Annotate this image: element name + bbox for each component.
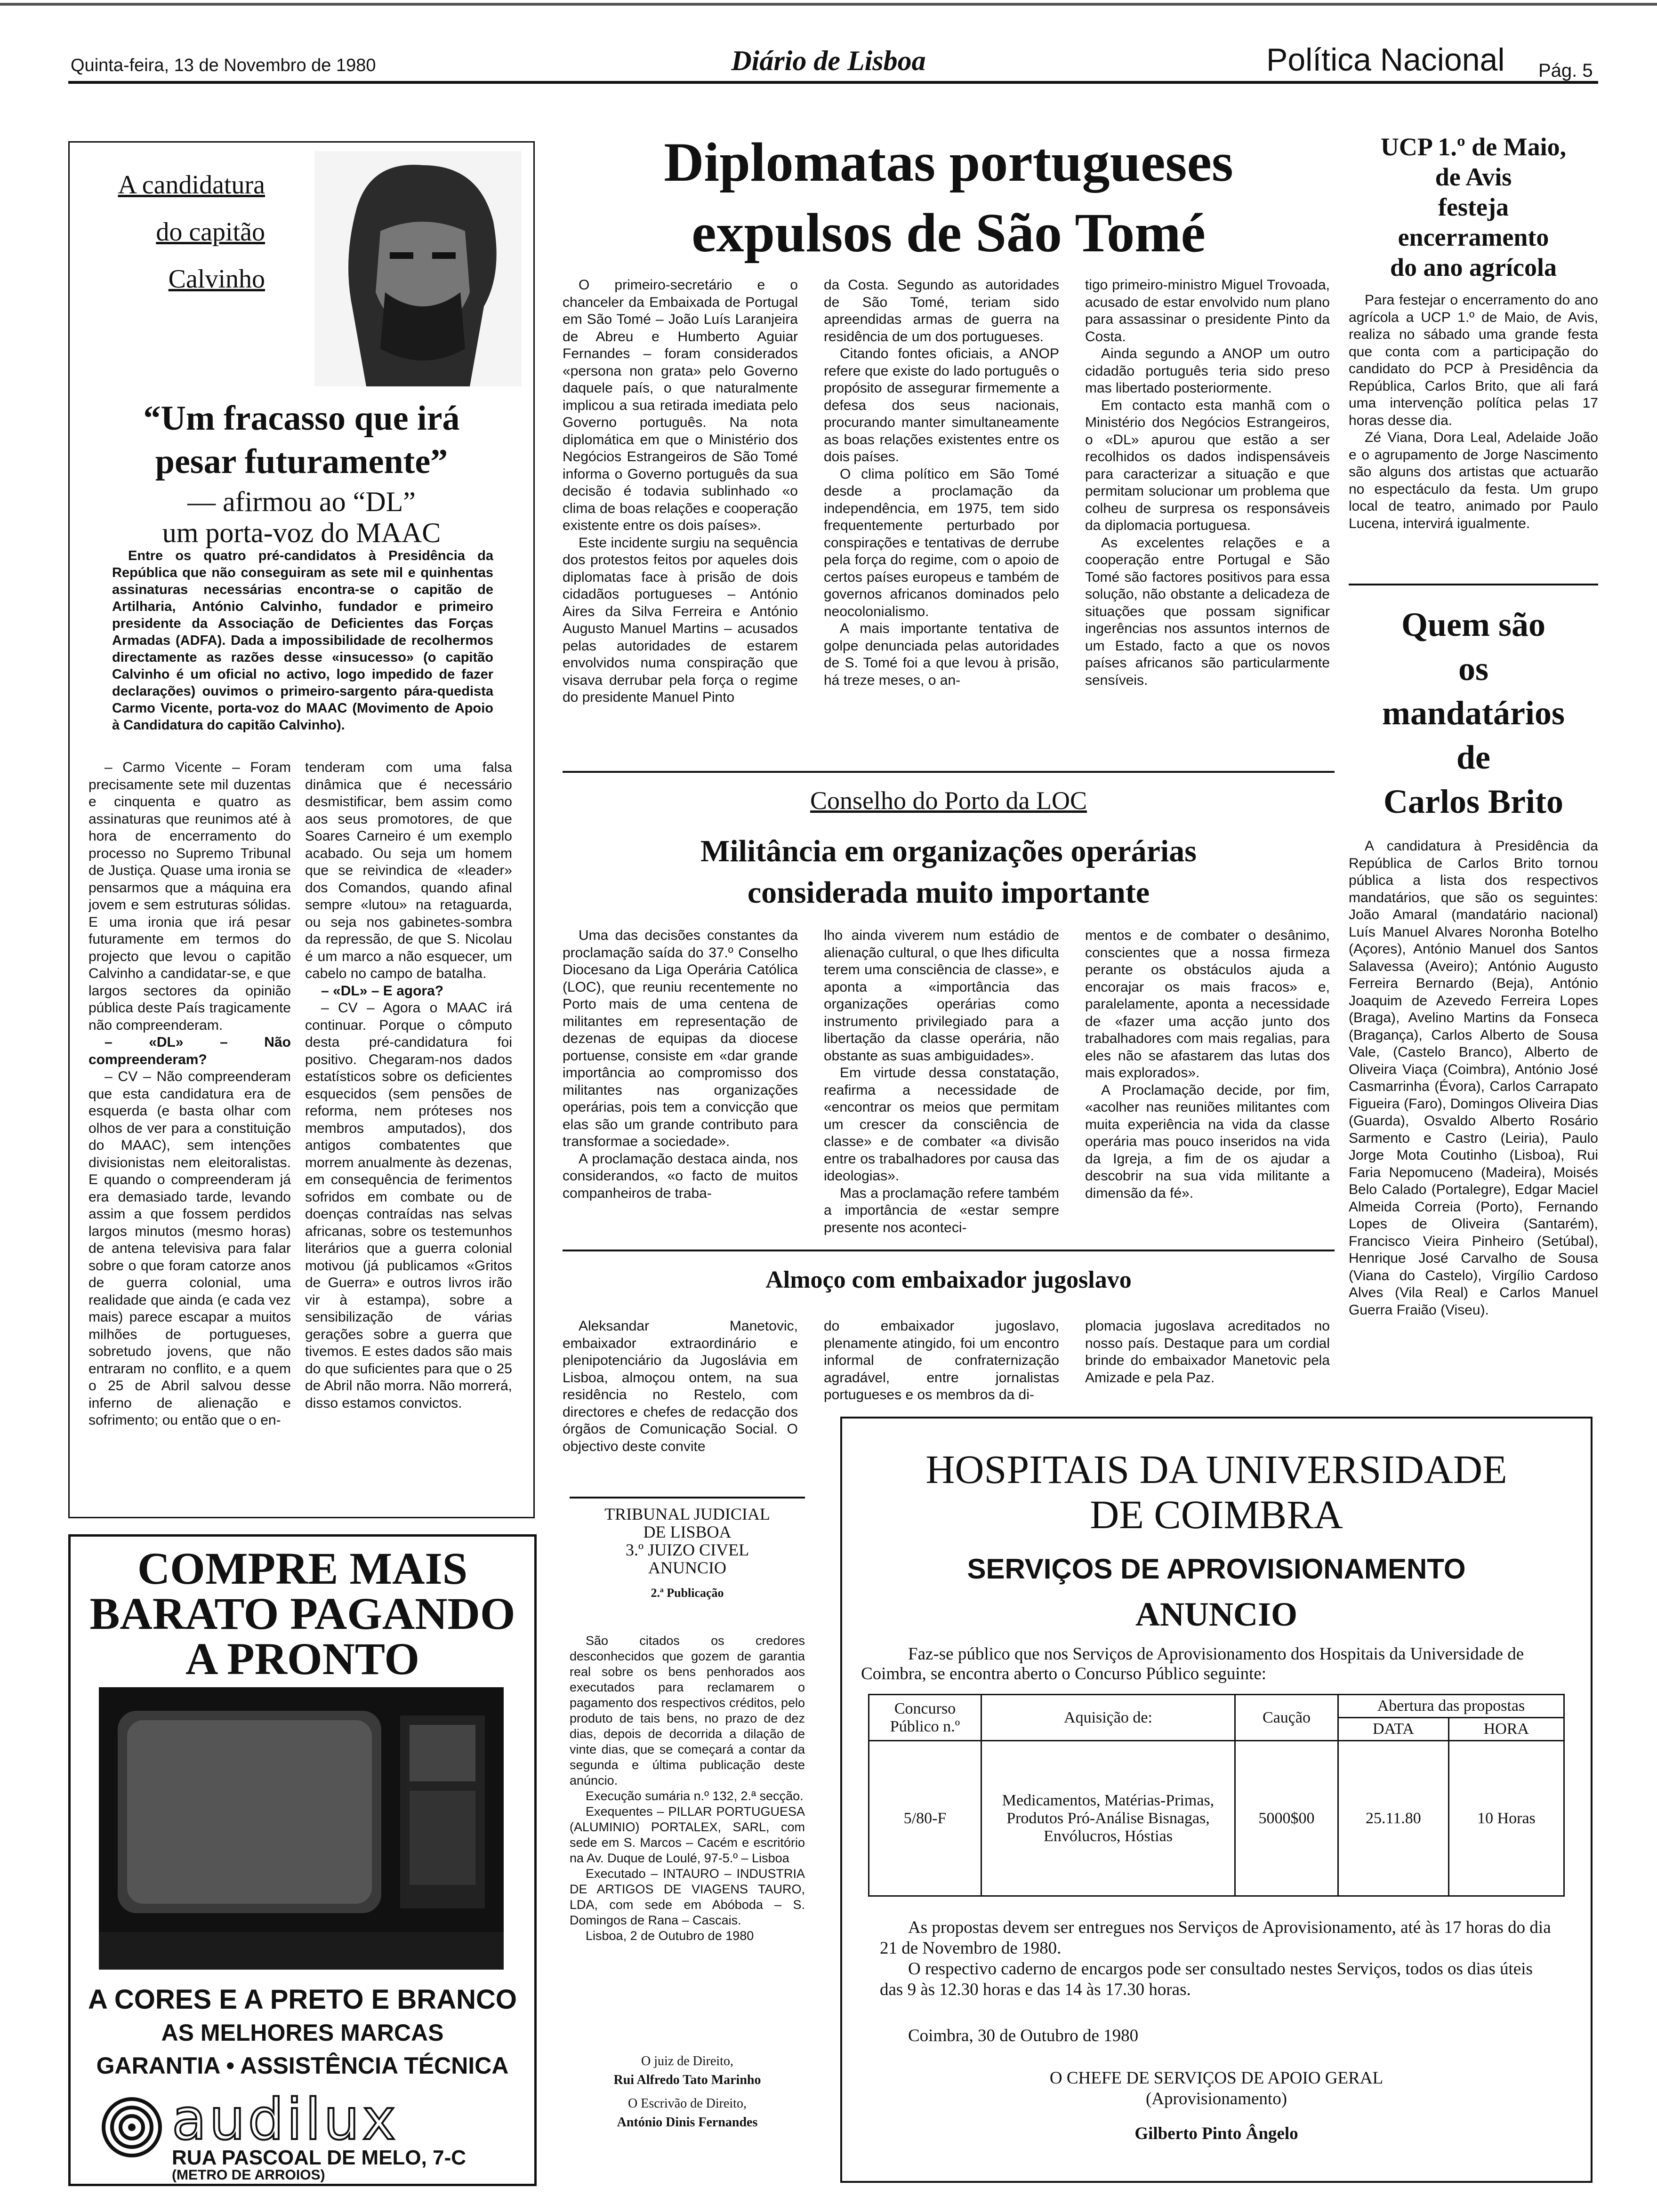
header-data: DATA: [1338, 1718, 1449, 1741]
divider-loc-almoco: [563, 1250, 1335, 1251]
tribunal-signatures: O juiz de Direito, Rui Alfredo Tato Marinho O Escrivão de Direito, António Dinis Fernandes: [613, 2054, 761, 2130]
calvinho-column-1: – Carmo Vicente – Foram precisamente sete mil duzentas e cinquenta e quatro as assinaturas que reunimos até à hora de encerramento do processo no Supremo Tribunal de Justiça. Quase uma ironia se pensarmos que a máquina era jovem e sem estruturas sólidas. E uma ironia que irá pesar futuramente em termos do projecto que levou o capitão Calvinho a candidatar-se, e que largos sectores da opinião pública deste País tragicamente não compreenderam. – «DL» – Não compreenderam? – CV – Não compreenderam que esta candidatura era de esquerda (e basta olhar com olhos de ver para a constituição do MAAC), sem intenções divisionistas nem eleitoralistas. E quando o compreenderam já era demasiado tarde, levando assim a que fossem perdidos largos minutos (mesmo horas) de antena televisiva para falar sobre o que foram catorze anos de guerra colonial, uma realidade que ainda (e cada vez mais) parece escapar a muitos milhões de portugueses, sobretudo jovens, que não entraram no conflito, e a quem o 25 de Abril salvou desse inferno de alienação e sofrimento; ou então que o en-: [88, 760, 291, 1428]
mandatarios-headline: Quem são os mandatários de Carlos Brito: [1382, 606, 1565, 820]
mandatarios-body: A candidatura à Presidência da República de Carlos Brito tornou pública a lista dos respectivos mandatários, que são os seguintes: João Amaral (mandatário nacional) Luís Manuel Alvares Noronha Botelho (Açores), António Manuel dos Santos Salavessa (Aveiro); António Augusto Ferreira Bernardo (Beja), António Joaquim de Azevedo Ferreira Lopes (Braga), Avelino Martins da Fonseca (Bragança), Carlos Alberto de Sousa Vale, (Castelo Branco), Alberto de Oliveira Viaça (Coimbra), António José Casmarrinha (Évora), Carlos Carrapato Figueira (Faro), Domingos Oliveira Dias (Guarda), Osvaldo Alberto Rosário Sarmento e Castro (Leiria), Paulo Jorge Mota Coutinho (Lisboa), Rui Faria Nepomuceno (Madeira), Moisés Belo Calado (Portalegre), Edgar Maciel Almeida Correia (Porto), Fernando Lopes de Oliveira (Santarém), Francisco Vieira Pinheiro (Setúbal), Henrique José Carvalho de Sousa (Viana do Castelo), Virgílio Cardoso Alves (Vila Real) e Carlos Manuel Guerra Fraião (Viseu).: [1349, 838, 1598, 1318]
hospitais-chefe: O CHEFE DE SERVIÇOS DE APOIO GERAL (Aprovisionamento) Gilberto Pinto Ângelo: [1049, 2068, 1384, 2143]
calvinho-article: [68, 141, 535, 1518]
ucp-body: Para festejar o encerramento do ano agrícola a UCP 1.º de Maio, de Avis, realiza no sábado uma grande festa que conta com a participação do candidato do PCP à Presidência da República, Carlos Brito, que ali fará uma intervenção política pelas 17 horas desse dia. Zé Viana, Dora Leal, Adelaide João e o agrupamento de Jorge Nascimento são alguns dos artistas que actuarão no espectáculo da festa. Um grupo local de teatro, animado por Paulo Lucena, intervirá igualmente.: [1349, 292, 1598, 531]
tribunal-top-rule: [570, 1497, 805, 1499]
audilux-line-3: GARANTIA • ASSISTÊNCIA TÉCNICA: [96, 2052, 509, 2079]
divider-diplomatas-loc: [563, 771, 1335, 773]
hospitais-notice: [840, 1417, 1593, 2183]
calvinho-subheadline: — afirmou ao “DL” um porta-voz do MAAC: [162, 486, 441, 548]
almoco-column-1: Aleksandar Manetovic, embaixador extraordinário e plenipotenciário da Jugoslávia em Lisboa, almoçou ontem, na sua residência no Restelo, com directores e chefes de redacção dos órgãos de Comunicação Social. O objectivo deste convite: [563, 1318, 798, 1454]
hospitais-title: HOSPITAIS DA UNIVERSIDADE DE COIMBRA: [925, 1447, 1507, 1537]
tribunal-notice: [570, 1497, 805, 2174]
page-number: Pág. 5: [1538, 60, 1593, 81]
header-rule: [68, 81, 1598, 84]
diplomatas-article: [563, 127, 1335, 767]
almoco-column-3: plomacia jugoslava acreditados no nosso país. Destaque para um cordial brinde do embaixador Manetovic pela Amizade e pela Paz.: [1085, 1318, 1330, 1386]
diplomatas-column-2: da Costa. Segundo as autoridades de São Tomé, teriam sido apreendidas armas de guerra na residência de um dos portugueses. Citando fontes oficiais, a ANOP refere que existe do lado português o propósito de assegurar firmemente a defesa dos seus nacionais, procurando manter simultaneamente as boas relações existentes entre os dois países. O clima político em São Tomé desde a proclamação da independência, em 1975, tem sido frequentemente perturbado por conspirações e tentativas de derrube pela força do regime, com o apoio de certos países europeus e também de governos africanos dominados pelo neocolonialismo. A mais importante tentativa de golpe denunciada pelas autoridades de S. Tomé foi a que levou à prisão, há treze meses, o an-: [824, 277, 1059, 688]
diplomatas-column-3: tigo primeiro-ministro Miguel Trovoada, acusado de estar envolvido num plano para assassinar o presidente Pinto da Costa. Ainda segundo a ANOP um outro cidadão português teria sido preso mas libertado posteriormente. Em contacto esta manhã com o Ministério dos Negócios Estrangeiros, o «DL» apurou que estão a ser recolhidos os dados indispensáveis para caracterizar a situação e que permitam solucionar um problema que colheu de surpresa os responsáveis da diplomacia portuguesa. As excelentes relações e a cooperação entre Portugal e São Tomé são factores positivos para essa solução, não obstante a delicadeza de situações que possam significar ingerências nos assuntos internos de um Estado, facto a que os novos países africanos são particularmente sensíveis.: [1085, 277, 1330, 688]
audilux-logo-icon: [99, 2097, 165, 2158]
hospitais-date: Coimbra, 30 de Outubro de 1980: [908, 2026, 1139, 2045]
cell-concurso: 5/80-F: [869, 1741, 981, 1896]
divider-ucp-mandatarios: [1349, 584, 1598, 585]
ucp-article: [1349, 132, 1598, 574]
header-aquisicao: Aquisição de:: [981, 1695, 1235, 1741]
cell-hora: 10 Horas: [1448, 1741, 1564, 1896]
cell-data: 25.11.80: [1338, 1741, 1449, 1896]
television-image: [99, 1687, 504, 1970]
calvinho-lead: Entre os quatro pré-candidatos à Presidência da República que não conseguiram as sete mil e quinhentas assinaturas necessárias encontra-se o capitão de Artilharia, António Calvinho, fundador e primeiro presidente da Associação de Deficientes das Forças Armadas (ADFA). Dada a impossibilidade de recolhermos directamente as razões desse «insucesso» (o capitão Calvinho é um oficial no activo, logo impedido de fazer declarações) ouvimos o primeiro-sargento pára-quedista Carmo Vicente, porta-voz do MAAC (Movimento de Apoio à Candidatura do capitão Calvinho).: [112, 548, 493, 733]
tribunal-publicacao: 2.ª Publicação: [651, 1586, 724, 1600]
hospitais-subtitle: SERVIÇOS DE APROVISIONAMENTO: [967, 1553, 1466, 1585]
hospitais-intro: Faz-se público que nos Serviços de Aprovisionamento dos Hospitais da Universidade de Coimbra, se encontra aberto o Concurso Público seguinte:: [861, 1644, 1524, 1683]
cell-aquisicao: Medicamentos, Matérias-Primas, Produtos Pró-Análise Bisnagas, Envólucros, Hóstias: [981, 1741, 1235, 1896]
table-row: [869, 1741, 1564, 1896]
issue-date: Quinta-feira, 13 de Novembro de 1980: [71, 56, 376, 75]
tribunal-title: TRIBUNAL JUDICIAL DE LISBOA 3.º JUIZO CIVEL ANUNCIO: [604, 1505, 770, 1577]
mandatarios-article: [1349, 602, 1598, 1506]
tender-table: [868, 1694, 1565, 1897]
ucp-headline: UCP 1.º de Maio, de Avis festeja encerramento do ano agrícola: [1380, 133, 1567, 281]
page-header: [0, 0, 1657, 89]
audilux-brand: audilux: [172, 2087, 399, 2153]
loc-headline: Militância em organizações operárias considerada muito importante: [700, 834, 1197, 910]
loc-kicker: Conselho do Porto da LOC: [810, 786, 1087, 815]
calvinho-kicker: A candidatura do capitão Calvinho: [118, 170, 265, 294]
portrait-photo: [314, 151, 522, 386]
loc-column-1: Uma das decisões constantes da proclamação saída do 37.º Conselho Diocesano da Liga Operária Católica (LOC), que reuniu recentemente no Porto mais de uma centena de militantes em representação de dezenas de equipas da diocese portuense, consiste em «dar grande importância ao compromisso dos militantes nas organizações operárias, pois tem a convicção que elas são um grande contributo para transformae a sociedade». A proclamação destaca ainda, nos considerandos, «o facto de muitos companheiros de traba-: [563, 928, 798, 1201]
header-abertura: Abertura das propostas: [1338, 1695, 1564, 1718]
audilux-ad: [68, 1534, 537, 2186]
loc-column-2: lho ainda viverem num estádio de alienação cultural, o que lhes dificulta terem uma consciência de classe», e aponta a «importância das organizações operárias como instrumento privilegiado para a libertação da classe operária, não obstante as suas ambiguidades». Em virtude dessa constatação, reafirma a necessidade de «encontrar os meios que permitam um crescer da consciência de classe» e de combater «a divisão entre os trabalhadores por causa das ideologias». Mas a proclamação refere também a importância de «estar sempre presente nos aconteci-: [824, 928, 1059, 1235]
calvinho-column-2: tenderam com uma falsa dinâmica que é necessário desmistificar, bem assim como aos seus promotores, de que Soares Carneiro é um exemplo acabado. Ou seja um homem que se reivindica de «leader» dos Comandos, quando afinal sempre «lutou» na retaguarda, ou seja nos gabinetes-sombra da repressão, de que S. Nicolau é um marco a não esquecer, um cabelo no campo de batalha. – «DL» – E agora? – CV – Agora o MAAC irá continuar. Porque o cômputo desta pré-candidatura foi positivo. Chegaram-nos dados estatísticos sobre os deficientes esquecidos (sem pensões de reforma, nem próteses nos membros amputados), dos antigos combatentes que morrem anualmente às dezenas, em consequência de ferimentos sofridos em combate ou de doenças contraídas nas selvas africanas, sobre os testemunhos literários que a guerra colonial motivou (já publicamos «Gritos de Guerra» e outros livros irão vir à estampa), sobre a sensibilização de várias gerações sobre a guerra que tivemos. E estes dados são mais do que suficientes para que o 25 de Abril não morra. Não morrerá, disso estamos convictos.: [305, 760, 512, 1411]
masthead: Diário de Lisboa: [731, 45, 926, 76]
hospitais-body: As propostas devem ser entregues nos Serviços de Aprovisionamento, até às 17 horas do dia 21 de Novembro de 1980. O respectivo caderno de encargos pode ser consultado nestes Serviços, todos os dias úteis das 9 às 12.30 horas e das 14 às 17.30 horas.: [880, 1918, 1551, 1999]
almoco-headline: Almoço com embaixador jugoslavo: [765, 1266, 1132, 1293]
section-title: Política Nacional: [1266, 42, 1505, 78]
audilux-address: RUA PASCOAL DE MELO, 7-C: [172, 2146, 467, 2169]
header-hora: HORA: [1448, 1718, 1564, 1741]
diplomatas-column-1: O primeiro-secretário e o chanceler da Embaixada de Portugal em São Tomé – João Luís Laranjeira de Abreu e Humberto Aguiar Fernandes – foram considerados «persona non grata» pelo Governo daquele país, o que naturalmente implicou a sua retirada imediata pelo Governo português. Na nota diplomática em que o Ministério dos Negócios Estrangeiros de São Tomé informa o Governo português da sua decisão é todavia sublinhado «o clima de boas relações e cooperação existente entre os dois países». Este incidente surgiu na sequência dos protestos feitos por aqueles dois diplomatas face à prisão de dois cidadãos portugueses – António Aires da Silva Ferreira e António Augusto Manuel Martins – acusados pelas autoridades de estarem envolvidos numa conspiração que visava derrubar pela força o regime do presidente Manuel Pinto: [563, 277, 798, 705]
loc-column-3: mentos e de combater o desânimo, conscientes que a nossa firmeza perante os obstáculos ajuda a encorajar os mais fracos» e, paralelamente, aponta a necessidade de «fazer uma acção junto dos trabalhadores com mais regalias, para eles não se afastarem das lutas dos mais explorados». A Proclamação decide, por fim, «acolher nas reuniões militantes com muita experiência na vida da classe operária mas pouco inseridos na vida da Igreja, a fim de os ajudar a descobrir na sua vida militante a dimensão da fé».: [1085, 928, 1330, 1201]
almoco-column-2: do embaixador jugoslavo, plenamente atingido, foi um encontro informal de confraternização agradável, entre jornalistas portugueses e os membros da di-: [824, 1318, 1059, 1403]
tribunal-body: São citados os credores desconhecidos que gozem de garantia real sobre os bens penhorados aos executados para reclamarem o pagamento dos respectivos créditos, pelo produto de tais bens, no prazo de dez dias, depois de decorrida a dilação de vinte dias, que se começará a contar da segunda e última publicação deste anúncio. Execução sumária n.º 132, 2.ª secção. Exequentes – PILLAR PORTUGUESA (ALUMINIO) PORTALEX, SARL, com sede em S. Marcos – Cacém e escritório na Av. Duque de Loulé, 97-5.º – Lisboa Executado – INTAURO – INDUSTRIA DE ARTIGOS DE VIAGENS TAURO, LDA, com sede em Abóboda – S. Domingos de Rana – Cascais. Lisboa, 2 de Outubro de 1980: [570, 1634, 805, 1943]
audilux-address-2: (METRO DE ARROIOS): [172, 2167, 325, 2183]
audilux-headline: COMPRE MAIS BARATO PAGANDO A PRONTO: [89, 1543, 515, 1684]
audilux-line-1: A CORES E A PRETO E BRANCO: [88, 1984, 517, 2015]
header-concurso: Concurso Público n.º: [869, 1695, 981, 1741]
diplomatas-headline: Diplomatas portugueses expulsos de São Tomé: [664, 131, 1233, 264]
top-border: [0, 3, 1657, 6]
table-header-row: [869, 1695, 1564, 1718]
loc-article: [563, 786, 1335, 1242]
cell-caucao: 5000$00: [1235, 1741, 1338, 1896]
calvinho-headline: “Um fracasso que irá pesar futuramente”: [143, 399, 460, 481]
header-caucao: Caução: [1235, 1695, 1338, 1741]
hospitais-anuncio: ANUNCIO: [1135, 1595, 1297, 1633]
audilux-line-2: AS MELHORES MARCAS: [161, 2020, 444, 2046]
